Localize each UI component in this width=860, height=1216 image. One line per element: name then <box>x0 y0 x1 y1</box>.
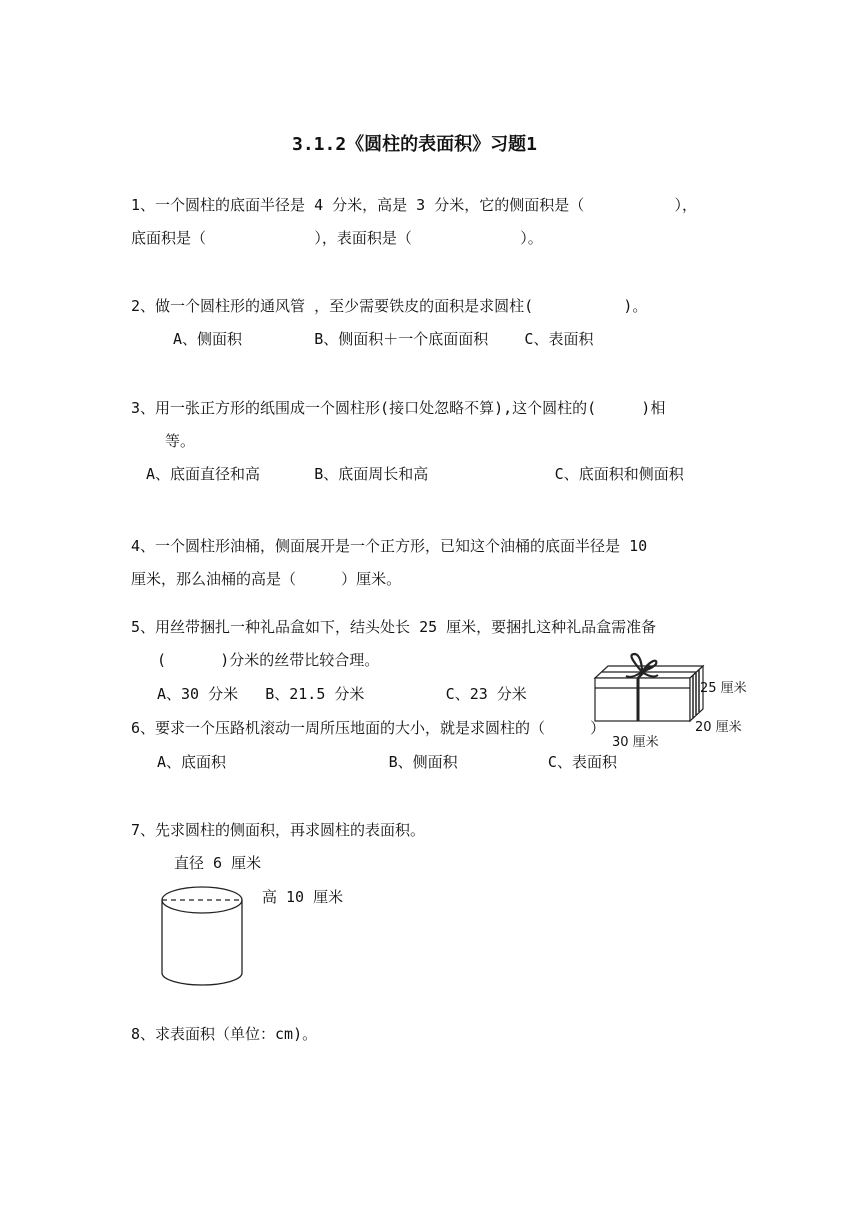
question-2-line-1: 2、做一个圆柱形的通风管 ，至少需要铁皮的面积是求圆柱( )。 <box>131 297 648 315</box>
question-3-options: A、底面直径和高 B、底面周长和高 C、底面积和侧面积 <box>146 465 684 483</box>
question-4-line-2: 厘米，那么油桶的高是（ ）厘米。 <box>131 570 402 588</box>
question-7-line-1: 7、先求圆柱的侧面积，再求圆柱的表面积。 <box>131 821 426 839</box>
question-1-line-2: 底面积是（ ），表面积是（ ）。 <box>131 229 543 247</box>
cylinder-diameter-label: 直径 6 厘米 <box>174 854 262 872</box>
question-6-line-1: 6、要求一个压路机滚动一周所压地面的大小，就是求圆柱的（ ） <box>131 719 606 737</box>
question-3-line-1: 3、用一张正方形的纸围成一个圆柱形(接口处忽略不算),这个圆柱的( )相 <box>131 399 666 417</box>
question-5-options: A、30 分米 B、21.5 分米 C、23 分米 <box>157 685 527 703</box>
question-1-line-1: 1、一个圆柱的底面半径是 4 分米，高是 3 分米，它的侧面积是（ ）， <box>131 196 698 214</box>
box-depth-label: 20 厘米 <box>695 720 742 735</box>
question-8-line-1: 8、求表面积（单位：cm)。 <box>131 1025 318 1043</box>
box-length-label: 30 厘米 <box>612 735 659 750</box>
question-2-options: A、侧面积 B、侧面积＋一个底面面积 C、表面积 <box>173 330 594 348</box>
question-3-line-2: 等。 <box>165 432 196 450</box>
box-height-label: 25 厘米 <box>700 681 747 696</box>
question-5-line-2: ( )分米的丝带比较合理。 <box>157 651 380 669</box>
question-5-line-1: 5、用丝带捆扎一种礼品盒如下，结头处长 25 厘米，要捆扎这种礼品盒需准备 <box>131 618 657 636</box>
question-6-options: A、底面积 B、侧面积 C、表面积 <box>157 753 617 771</box>
cylinder-figure <box>160 880 250 990</box>
page-title: 3.1.2《圆柱的表面积》习题1 <box>292 134 538 155</box>
cylinder-height-label: 高 10 厘米 <box>262 888 344 906</box>
question-4-line-1: 4、一个圆柱形油桶，侧面展开是一个正方形，已知这个油桶的底面半径是 10 <box>131 537 648 555</box>
